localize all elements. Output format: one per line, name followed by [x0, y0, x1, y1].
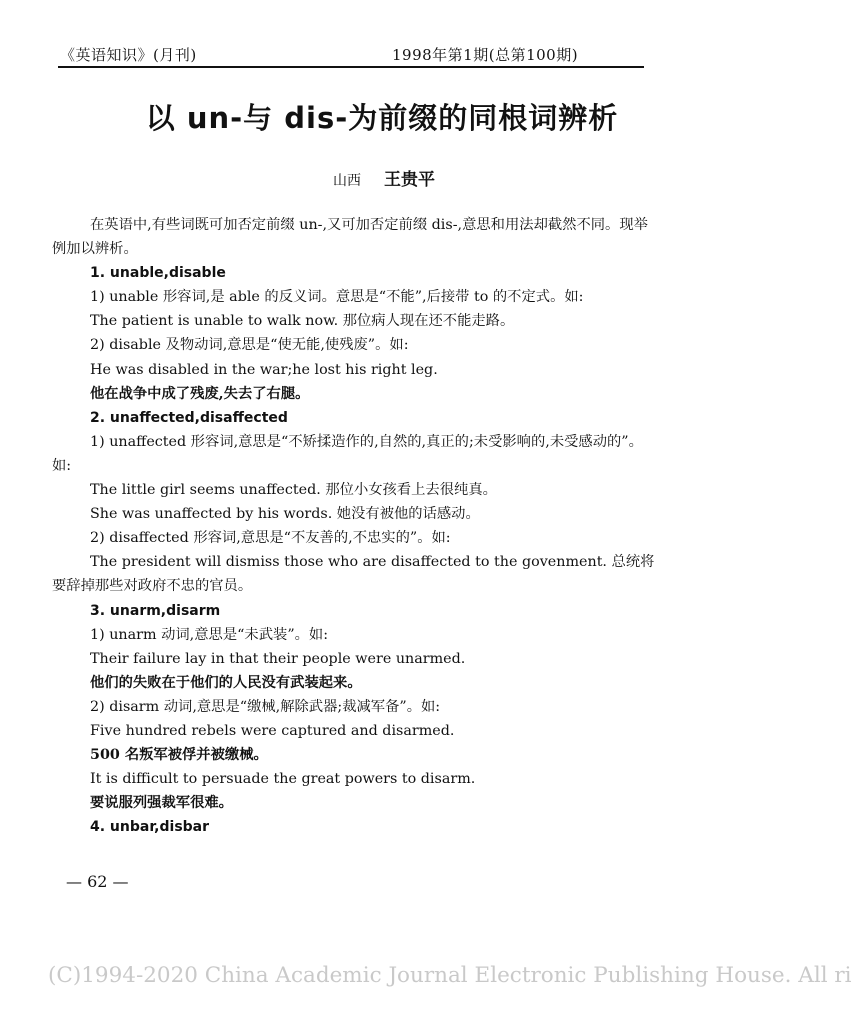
- definition-paragraph: 1) unable 形容词,是 able 的反义词。意思是“不能”,后接带 to 的不定式。如:: [90, 289, 584, 306]
- section-heading: 2. unaffected,disaffected: [90, 409, 288, 426]
- definition-paragraph: 1) unarm 动词,意思是“未武装”。如:: [90, 626, 329, 643]
- example-sentence: He was disabled in the war;he lost his right leg.: [90, 361, 438, 378]
- definition-paragraph: 2) disable 及物动词,意思是“使无能,使残废”。如:: [90, 337, 409, 354]
- section-heading: 1. unable,disable: [90, 265, 226, 282]
- header-divider: [58, 66, 644, 68]
- example-translation: 他在战争中成了残废,失去了右腿。: [90, 385, 310, 402]
- author-line: [0, 165, 768, 190]
- author-name: 王贵平: [384, 170, 436, 190]
- example-sentence: The patient is unable to walk now. 那位病人现在还不能走路。: [90, 313, 515, 330]
- author-province: 山西: [332, 173, 361, 189]
- example-translation: 要说服列强裁军很难。: [90, 795, 233, 812]
- example-sentence: It is difficult to persuade the great powers to disarm.: [90, 771, 476, 788]
- article-body: [52, 213, 662, 839]
- section-heading: 4. unbar,disbar: [90, 819, 210, 836]
- intro-paragraph: 在英语中,有些词既可加否定前缀 un-,又可加否定前缀 dis-,意思和用法却截然不同。现举例加以辨析。: [52, 217, 648, 258]
- copyright-watermark: (C)1994-2020 China Academic Journal Electronic Publishing House. All ri: [48, 963, 852, 988]
- example-sentence: Five hundred rebels were captured and disarmed.: [90, 722, 455, 739]
- section-heading: 3. unarm,disarm: [90, 602, 221, 619]
- example-translation: 他们的失败在于他们的人民没有武装起来。: [90, 674, 362, 691]
- example-sentence: The little girl seems unaffected. 那位小女孩看上去很纯真。: [90, 482, 497, 499]
- journal-name: 《英语知识》(月刊): [60, 46, 197, 64]
- article-title: 以 un-与 dis-为前缀的同根词辨析: [145, 101, 619, 135]
- page-number: — 62 —: [66, 872, 129, 891]
- definition-paragraph: 2) disaffected 形容词,意思是“不友善的,不忠实的”。如:: [90, 530, 451, 547]
- example-sentence: The president will dismiss those who are disaffected to the govenment. 总统将要辞掉那些对政府不忠的官员。: [52, 554, 655, 595]
- issue-info: 1998年第1期(总第100期): [392, 46, 579, 64]
- example-sentence: Their failure lay in that their people were unarmed.: [90, 650, 466, 667]
- example-translation: 500 名叛军被俘并被缴械。: [90, 747, 268, 764]
- definition-paragraph: 2) disarm 动词,意思是“缴械,解除武器;裁减军备”。如:: [90, 698, 441, 715]
- example-sentence: She was unaffected by his words. 她没有被他的话感动。: [90, 506, 480, 523]
- definition-paragraph: 1) unaffected 形容词,意思是“不矫揉造作的,自然的,真正的;未受影响的,未受感动的”。如:: [52, 433, 643, 474]
